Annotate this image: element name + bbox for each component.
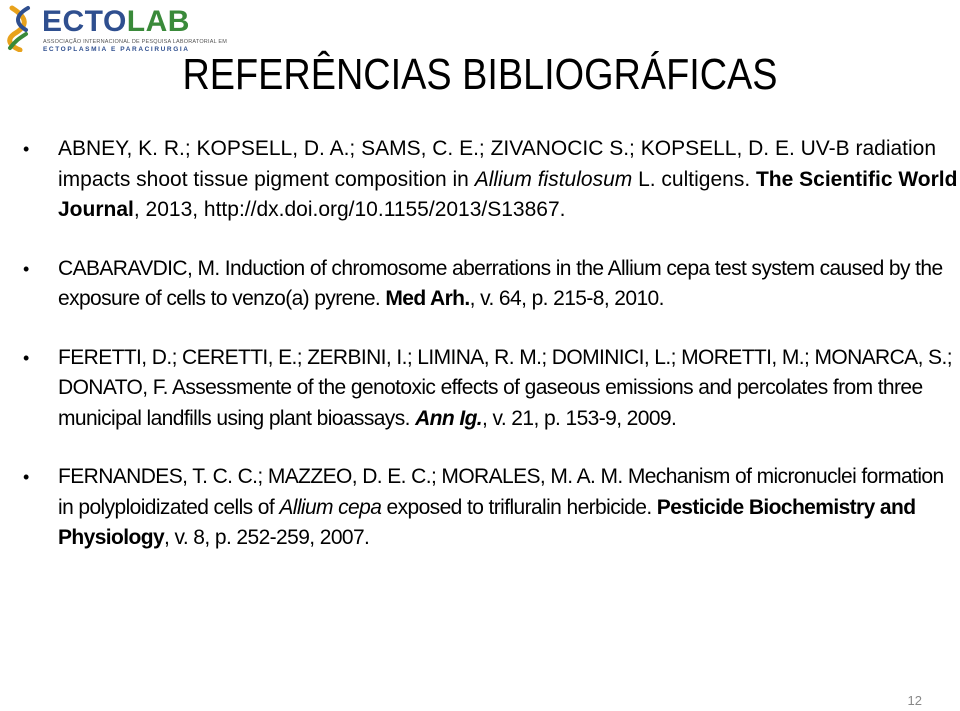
- reference-text: CABARAVDIC, M. Induction of chromosome aberrations in the Allium cepa test system caused by the exposure of cells to venzo(a) pyrene.: [58, 256, 943, 310]
- logo-subtitle-2: ECTOPLASMIA E PARACIRURGIA: [43, 46, 190, 53]
- reference-text: , v. 21, p. 153-9, 2009.: [482, 406, 677, 430]
- logo-name-lab: LAB: [126, 5, 190, 38]
- bullet: •: [23, 139, 30, 159]
- reference-journal: Ann Ig.: [415, 406, 483, 430]
- reference-species: Allium fistulosum: [474, 167, 633, 191]
- bullet: •: [23, 347, 29, 368]
- reference-item-fernandes: [20, 462, 960, 554]
- reference-species: Allium cepa: [279, 495, 382, 519]
- reference-text: , v. 64, p. 215-8, 2010.: [469, 287, 664, 310]
- page-number: 12: [907, 693, 922, 708]
- reference-text: exposed to trifluralin herbicide.: [381, 495, 657, 519]
- reference-text: ABNEY, K. R.; KOPSELL, D. A.; SAMS, C. E.; ZIVANOCIC S.; KOPSELL, D. E. UV-B radiation impacts shoot tissue pigment composition in: [58, 137, 937, 191]
- reference-text: , 2013, http://dx.doi.org/10.1155/2013/S13867.: [133, 198, 566, 221]
- reference-text: FERNANDES, T. C. C.; MAZZEO, D. E. C.; MORALES, M. A. M. Mechanism of micronuclei formation in polyploidizated cells of: [58, 465, 944, 519]
- reference-journal: Pesticide Biochemistry and Physiology: [58, 495, 916, 549]
- logo-subtitle-1: ASSOCIAÇÃO INTERNACIONAL DE PESQUISA LABORATORIAL EM: [43, 39, 227, 45]
- reference-journal: Med Arh.: [385, 287, 470, 310]
- reference-text: FERETTI, D.; CERETTI, E.; ZERBINI, I.; LIMINA, R. M.; DOMINICI, L.; MORETTI, M.; MONARCA, S.; DONATO, F. Assessmente of the genotoxic effects of gaseous emissions and percolates from three municipal landfills using plant bioassays.: [58, 345, 952, 430]
- page-title: REFERÊNCIAS BIBLIOGRÁFICAS: [182, 50, 778, 99]
- dna-helix-icon: [6, 4, 36, 52]
- reference-text: L. cultigens.: [632, 167, 756, 191]
- reference-item-feretti: [20, 343, 960, 435]
- references-list: [20, 134, 960, 582]
- reference-item-abney: [20, 134, 960, 226]
- bullet: •: [23, 258, 29, 279]
- logo-name-ecto: ECTO: [42, 5, 127, 38]
- reference-journal: The Scientific World Journal: [58, 167, 958, 221]
- logo-name: [42, 6, 190, 38]
- bullet: •: [23, 467, 29, 487]
- ectolab-logo: [6, 4, 227, 53]
- reference-text: , v. 8, p. 252-259, 2007.: [164, 526, 370, 549]
- reference-item-cabaravdic: [20, 254, 960, 315]
